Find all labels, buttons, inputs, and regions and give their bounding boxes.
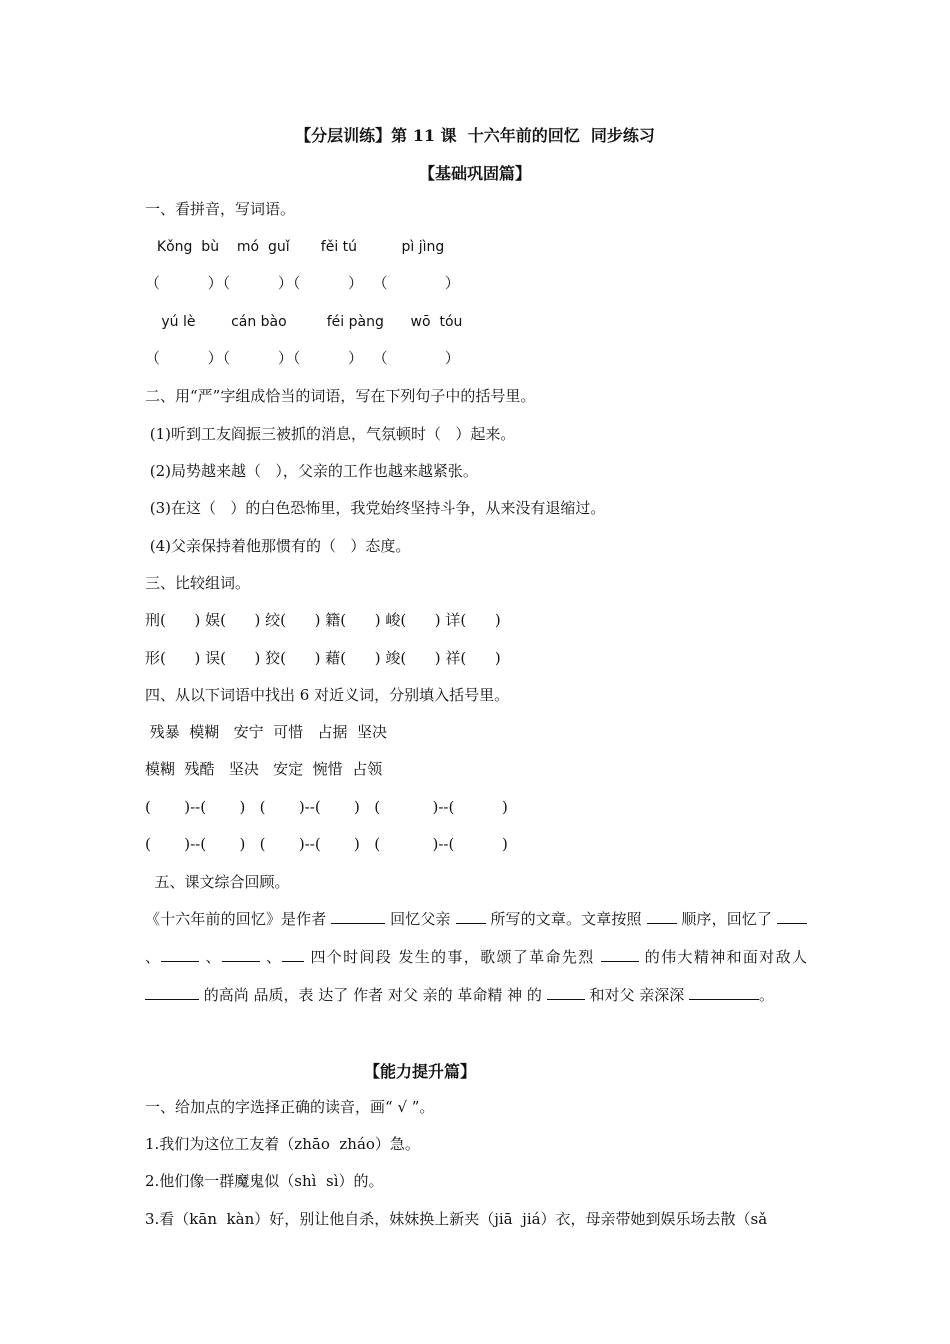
q1-pinyin-row-1: Kǒng bù mó guǐ fěi tú pì jìng xyxy=(148,239,445,255)
q3-row-1: 刑( ) 娱( ) 绞( ) 籍( ) 峻( ) 详( ) xyxy=(145,611,501,629)
ability-q1-item-3: 3.看（kān kàn）好，别让他自杀，妹妹换上新夹（jiā jiá）衣，母亲带她到娱乐场去散（sǎ xyxy=(145,1210,768,1228)
q5-blank-9[interactable] xyxy=(145,984,199,1000)
section-heading-ability: 【能力提升篇】 xyxy=(363,1062,476,1081)
section-heading-basic: 【基础巩固篇】 xyxy=(418,164,531,183)
q3-row-2: 形( ) 误( ) 狡( ) 藉( ) 竣( ) 祥( ) xyxy=(145,649,501,667)
q1-answer-brackets-row-1: （ ）（ ）（ ） （ ） xyxy=(145,274,460,292)
q1-answer-brackets-row-2: （ ）（ ）（ ） （ ） xyxy=(145,349,460,367)
q4-pair-brackets-2: ( )--( ) ( )--( ) ( )--( ) xyxy=(145,835,508,853)
q4-heading: 四、从以下词语中找出 6 对近义词，分别填入括号里。 xyxy=(145,686,510,704)
ability-q1-item-2: 2.他们像一群魔鬼似（shì sì）的。 xyxy=(145,1172,384,1190)
q5-fill-paragraph: 《十六年前的回忆》是作者 回忆父亲 所写的文章。文章按照 顺序，回忆了 、 、 、 四个时间段 发生的事，歌颂了革命先烈 的伟大精神和面对敌人 的高尚 品质，表 达了 作者 对父 亲的 革命精 神 的 和对父 亲深深 。 xyxy=(145,910,807,1004)
page-title: 【分层训练】第 11 课 十六年前的回忆 同步练习 xyxy=(295,126,655,145)
q4-word-list-1: 残暴 模糊 安宁 可惜 占据 坚决 xyxy=(145,723,387,741)
q5-blank-5[interactable] xyxy=(161,946,199,962)
q1-heading: 一、看拼音，写词语。 xyxy=(145,200,296,218)
q5-blank-6[interactable] xyxy=(222,946,260,962)
q2-heading: 二、用“严”字组成恰当的词语，写在下列句子中的括号里。 xyxy=(145,387,536,405)
q5-blank-11[interactable] xyxy=(689,984,759,1000)
q1-pinyin-row-2: yú lè cán bào féi pàng wō tóu xyxy=(148,314,463,330)
q4-word-list-2: 模糊 残酷 坚决 安定 惋惜 占领 xyxy=(145,760,383,778)
ability-q1-item-1: 1.我们为这位工友着（zhāo zháo）急。 xyxy=(145,1135,420,1153)
q4-pair-brackets-1: ( )--( ) ( )--( ) ( )--( ) xyxy=(145,798,508,816)
ability-q1-heading: 一、给加点的字选择正确的读音，画“ √ ”。 xyxy=(145,1098,435,1116)
q5-heading: 五、课文综合回顾。 xyxy=(145,873,290,891)
q5-blank-2[interactable] xyxy=(456,908,486,924)
q2-item-2: (2)局势越来越（ ），父亲的工作也越来越紧张。 xyxy=(145,462,478,480)
q2-item-4: (4)父亲保持着他那惯有的（ ）态度。 xyxy=(145,537,411,555)
q5-blank-1[interactable] xyxy=(331,908,385,924)
q2-item-1: (1)听到工友阎振三被抓的消息，气氛顿时（ ）起来。 xyxy=(145,425,516,443)
q5-blank-7[interactable] xyxy=(282,946,304,962)
q5-blank-8[interactable] xyxy=(601,946,639,962)
q2-item-3: (3)在这（ ）的白色恐怖里，我党始终坚持斗争，从来没有退缩过。 xyxy=(145,499,606,517)
q5-blank-10[interactable] xyxy=(547,984,585,1000)
q5-blank-4[interactable] xyxy=(777,908,807,924)
q5-blank-3[interactable] xyxy=(647,908,677,924)
q3-heading: 三、比较组词。 xyxy=(145,574,251,592)
